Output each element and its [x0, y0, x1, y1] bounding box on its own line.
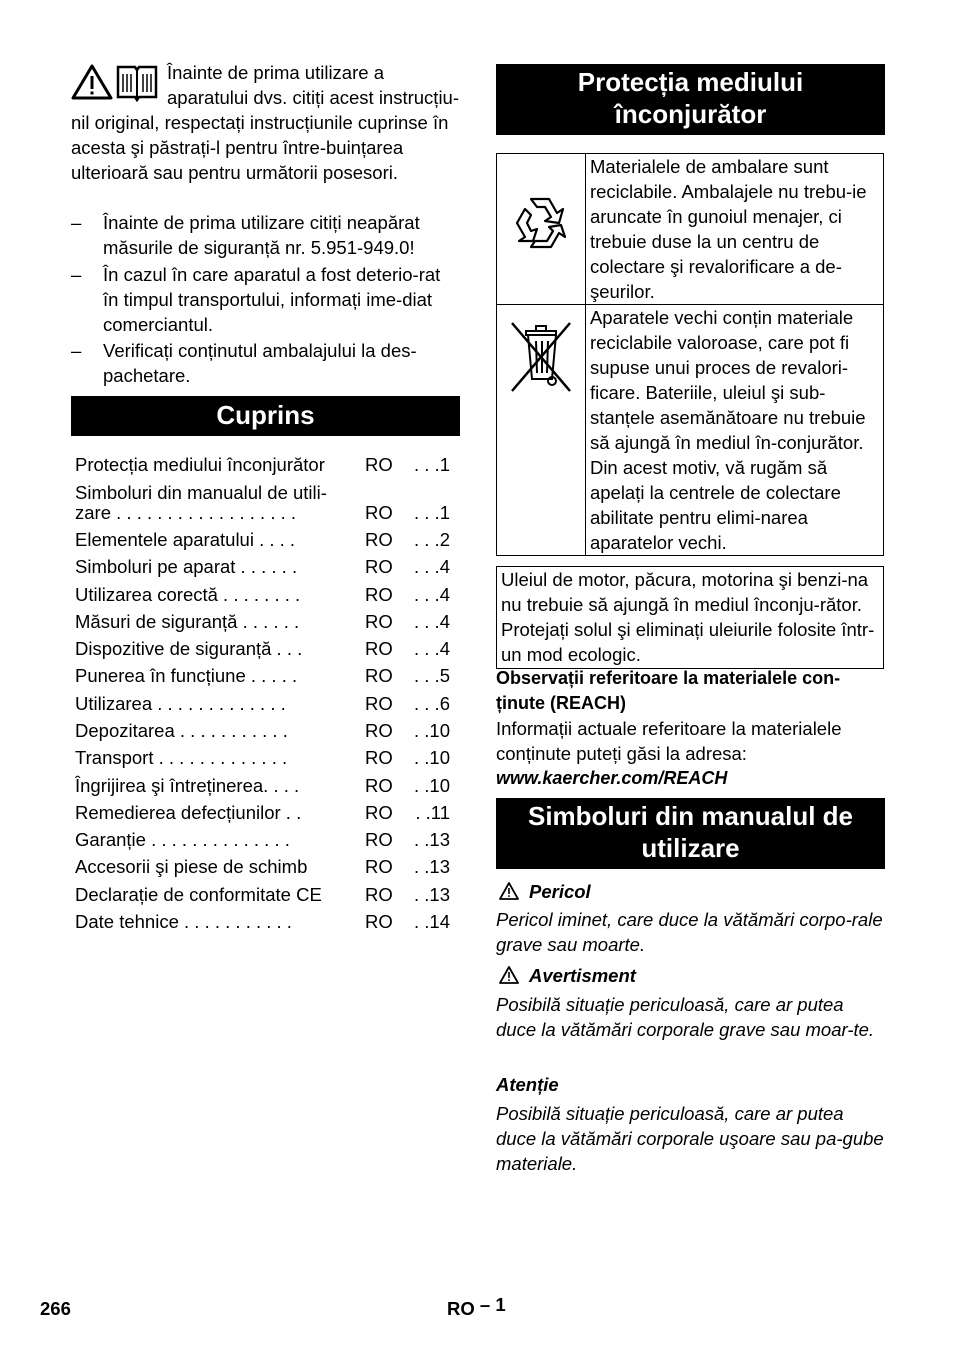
symbols-heading [496, 798, 885, 869]
toc-entry-title: zare . . . . . . . . . . . . . . . . . . [75, 502, 297, 523]
symbol-danger-label: Pericol [529, 881, 591, 902]
toc-entry-lang: RO [365, 856, 393, 877]
toc-entry-page: . .13 [414, 829, 450, 850]
toc-entry-title: Simboluri din manualul de utili- [75, 482, 327, 503]
toc-entry-lang: RO [365, 638, 393, 659]
bullet-text: În cazul în care aparatul a fost deterio-rat în timpul transportului, informați ime-diat comerciantul. [103, 264, 441, 335]
intro-text-first: Înainte de prima utilizare a aparatului dvs. citiți acest instrucțiu- [167, 62, 460, 108]
toc-entry-page: . . .6 [414, 693, 450, 714]
toc-entry-page: . . .4 [414, 611, 450, 632]
table-row [497, 154, 884, 305]
bullet-text: Verificați conținutul ambalajului la des-pachetare. [103, 340, 417, 386]
recycle-text: Materialele de ambalare sunt reciclabile. Ambalajele nu trebu-ie aruncate în gunoiul menajer, ci trebuie duse la un centru de colectare şi revalorificare a de-şeurilor. [589, 156, 867, 302]
warning-icon [498, 881, 520, 901]
reach-heading: Observații referitoare la materialele con-ținute (REACH) [496, 668, 841, 713]
toc-entry-page: . . .4 [414, 556, 450, 577]
crossed-bin-text-cell [585, 305, 883, 556]
environment-heading [496, 64, 885, 135]
recycle-icon [501, 187, 581, 267]
toc-entry-page: . . .1 [414, 502, 450, 523]
toc-entry-lang: RO [365, 829, 393, 850]
warning-icon [498, 965, 520, 985]
bullet-dash: – [71, 340, 82, 361]
toc-entry-lang: RO [365, 911, 393, 932]
toc-entry-lang: RO [365, 884, 393, 905]
toc-entry-lang: RO [365, 775, 393, 796]
toc-entry-title: Măsuri de siguranță . . . . . . [75, 611, 300, 632]
bullet-dash: – [71, 264, 82, 285]
toc-entry-title: Elementele aparatului . . . . [75, 529, 296, 550]
toc-entry-lang: RO [365, 454, 393, 475]
symbol-danger-text: Pericol iminet, care duce la vătămări corpo-rale grave sau moarte. [496, 909, 883, 955]
footer-section [447, 1294, 506, 1320]
toc-entry-lang: RO [365, 665, 393, 686]
toc-entry-lang: RO [365, 502, 393, 523]
reach-url-link[interactable]: www.kaercher.com/REACH [496, 768, 728, 788]
toc-entry-page: . .10 [414, 720, 450, 741]
toc-entry-title: Simboluri pe aparat . . . . . . [75, 556, 298, 577]
toc-entry-page: . .10 [414, 775, 450, 796]
intro-text-rest: nil original, respectați instrucțiunile cuprinse în acesta şi păstrați-l pentru între-buințarea ulterioară sau pentru următorii posesori. [71, 112, 449, 183]
bullet-text: Înainte de prima utilizare citiți neapărat măsurile de siguranță nr. 5.951-949.0! [103, 212, 420, 258]
toc-entry-page: . .13 [414, 856, 450, 877]
manual-book-icon [115, 62, 159, 102]
crossed-bin-icon-cell [497, 305, 586, 556]
toc-entry-title: Garanție . . . . . . . . . . . . . . [75, 829, 290, 850]
environment-heading-line2: înconjurător [614, 99, 767, 129]
toc-entry-page: . . .4 [414, 584, 450, 605]
symbols-heading-line2: utilizare [641, 833, 740, 863]
toc-entry-lang: RO [365, 584, 393, 605]
toc-entry-lang: RO [365, 747, 393, 768]
toc-entry-title: Declarație de conformitate CE [75, 884, 322, 905]
toc-entry-lang: RO [365, 802, 393, 823]
toc-entry-title: Punerea în funcțiune . . . . . [75, 665, 298, 686]
oil-note-box [496, 566, 884, 669]
toc-entry-page: . .10 [414, 747, 450, 768]
crossed-bin-icon [506, 317, 576, 401]
toc-entry-lang: RO [365, 529, 393, 550]
footer-section-page: 1 [495, 1294, 506, 1315]
symbol-warning-text: Posibilă situație periculoasă, care ar putea duce la vătămări corporale grave sau moar-te. [496, 994, 875, 1040]
oil-note-text: Uleiul de motor, păcura, motorina şi benzi-na nu trebuie să ajungă în mediul înconju-rător. Protejați solul şi eliminați uleiurile folosite într-un mod ecologic. [501, 569, 875, 665]
toc-entry-page: . . .4 [414, 638, 450, 659]
symbol-caution-text: Posibilă situație periculoasă, care ar putea duce la vătămări corporale uşoare sau pa-gube materiale. [496, 1103, 884, 1174]
toc-entry-title: Protecția mediului înconjurător [75, 454, 325, 475]
bullet-dash: – [71, 212, 82, 233]
toc-entry-title: Date tehnice . . . . . . . . . . . [75, 911, 292, 932]
toc-entry-page: . .11 [415, 802, 450, 823]
crossed-bin-text: Aparatele vechi conțin materiale reciclabile valoroase, care pot fi supuse unui proces de revalori-ficare. Bateriile, uleiul şi sub-stanțele asemănătoare nu trebuie să ajungă în mediul în-conjurător. Din acest motiv, vă rugăm să apelați la centrele de colectare abilitate pentru elimi-narea aparatelor vechi. [589, 307, 866, 553]
toc-entry-lang: RO [365, 693, 393, 714]
toc-entry-title: Îngrijirea şi întreținerea. . . . [75, 775, 300, 796]
footer-section-code: RO [447, 1298, 475, 1319]
symbol-warning-label: Avertisment [529, 965, 636, 986]
page-number: 266 [40, 1298, 71, 1319]
toc-entry-lang: RO [365, 611, 393, 632]
recycle-text-cell [585, 154, 883, 305]
toc-entry-title: Depozitarea . . . . . . . . . . . [75, 720, 288, 741]
table-row [497, 305, 884, 556]
footer-dash: – [479, 1294, 491, 1315]
toc-entry-title: Remedierea defecțiunilor . . [75, 802, 302, 823]
toc-entry-lang: RO [365, 720, 393, 741]
environment-table [496, 153, 884, 556]
toc-entry-title: Utilizarea . . . . . . . . . . . . . [75, 693, 286, 714]
toc-entry-page: . .14 [414, 911, 450, 932]
toc-entry-title: Transport . . . . . . . . . . . . . [75, 747, 288, 768]
toc-entry-title: Accesorii şi piese de schimb [75, 856, 308, 877]
symbol-caution-label: Atenție [496, 1074, 559, 1095]
reach-text: Informații actuale referitoare la materialele conținute puteți găsi la adresa: [496, 718, 842, 764]
toc-entry-page: . . .2 [414, 529, 450, 550]
toc-entry-title: Dispozitive de siguranță . . . [75, 638, 303, 659]
environment-heading-line1: Protecția mediului [577, 67, 804, 97]
toc-entry-page: . . .5 [414, 665, 450, 686]
toc-entry-page: . . .1 [414, 454, 450, 475]
symbols-heading-line1: Simboluri din manualul de [527, 801, 854, 831]
recycle-icon-cell [497, 154, 586, 305]
toc-entry-title: Utilizarea corectă . . . . . . . . [75, 584, 301, 605]
toc-entry-lang: RO [365, 556, 393, 577]
toc-heading: Cuprins [71, 396, 460, 436]
toc-entry-page: . .13 [414, 884, 450, 905]
